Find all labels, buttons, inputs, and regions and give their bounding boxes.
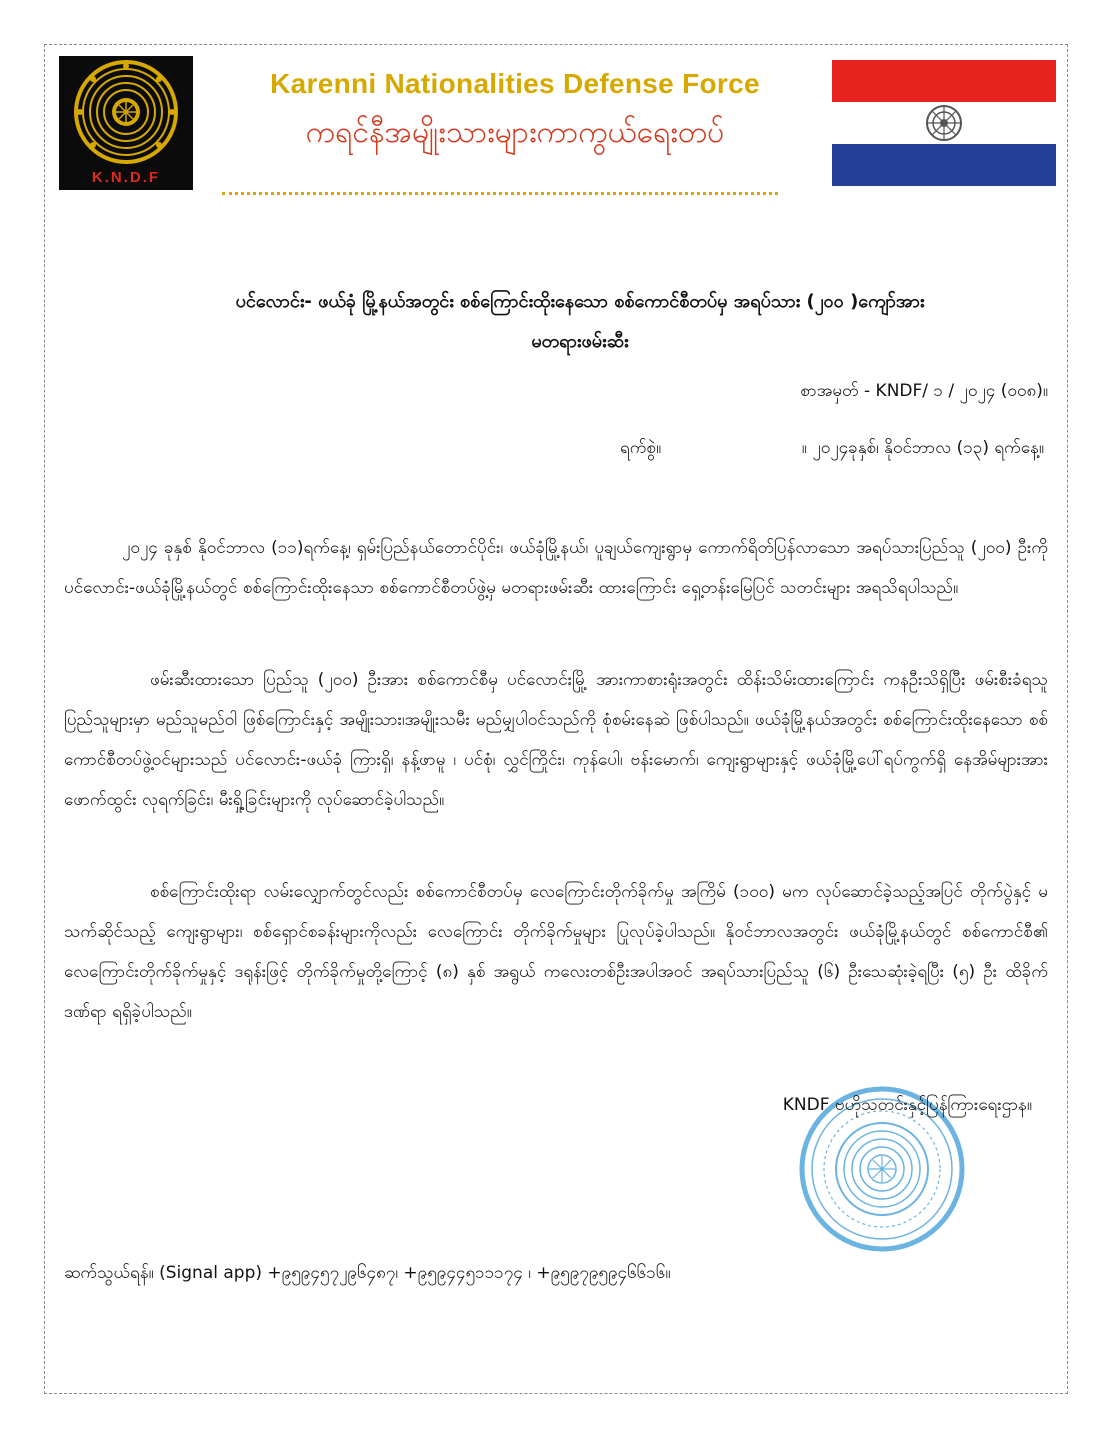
title-line-1: ပင်လောင်း- ဖယ်ခုံ မြို့နယ်အတွင်း စစ်ကြောင်းထိုးနေသော စစ်ကောင်စီတပ်မှ အရပ်သား (၂၀၀ )ကျော်အား	[235, 291, 925, 312]
flag-blue-band	[832, 144, 1056, 186]
karenni-flag-icon	[832, 60, 1056, 186]
header-divider	[222, 192, 778, 195]
paragraph-2: ဖမ်းဆီးထားသော ပြည်သူ (၂၀၀) ဦးအား စစ်ကောင်စီမှ ပင်လောင်းမြို့ အားကာစားရုံးအတွင်း ထိန်းသိမ်းထားကြောင်း ကနဦးသိရှိပြီး ဖမ်းစီးခံရသူ ပြည်သူများမှာ မည်သူမည်ဝါ ဖြစ်ကြောင်းနှင့် အမျိုးသား၊အမျိုးသမီး မည်မျှပါဝင်သည်ကို စုံစမ်းနေဆဲ ဖြစ်ပါသည်။ ဖယ်ခုံမြို့နယ်အတွင်း စစ်ကြောင်းထိုးနေသော စစ်ကောင်စီတပ်ဖွဲ့ဝင်များသည် ပင်လောင်း-ဖယ်ခုံ ကြားရှိ၊ နန့်ဖာမူ ၊ ပင်စုံ၊ လွှင်ကြိုင်း၊ ကုန်ပေါ၊ ဗန်းမောက်၊ ကျေးရွာများနှင့် ဖယ်ခုံမြို့ပေါ်ရပ်ကွက်ရှိ နေအိမ်များအား ဖောက်ထွင်း လုရက်ခြင်း၊ မီးရှို့ခြင်းများကို လုပ်ဆောင်ခဲ့ပါသည်။	[64, 670, 1048, 810]
gold-wheel-emblem-icon	[59, 56, 193, 166]
org-name-burmese: ကရင်နီအမျိုးသားများကာကွယ်ရေးတပ်	[305, 115, 725, 150]
paragraph-3: စစ်ကြောင်းထိုးရာ လမ်းလျှောက်တွင်လည်း စစ်ကောင်စီတပ်မှ လေကြောင်းတိုက်ခိုက်မှု အကြိမ် (၁၀၀) မက လုပ်ဆောင်ခဲ့သည့်အပြင် တိုက်ပွဲနှင့် မသက်ဆိုင်သည့် ကျေးရွာများ၊ စစ်ရှောင်စခန်းများကိုလည်း လေကြောင်း တိုက်ခိုက်မှုများ ပြုလုပ်ခဲ့ပါသည်။ နိုဝင်ဘာလအတွင်း ဖယ်ခုံမြို့နယ်တွင် စစ်ကောင်စီ၏ လေကြောင်းတိုက်ခိုက်မှုနှင့် ဒရုန်းဖြင့် တိုက်ခိုက်မှုတို့ကြောင့် (၈) နှစ် အရွယ် ကလေးတစ်ဦးအပါအဝင် အရပ်သားပြည်သူ (၆) ဦးသေဆုံးခဲ့ရပြီး (၅) ဦး ထိခိုက်ဒဏ်ရာ ရရှိခဲ့ပါသည်။	[64, 882, 1048, 1022]
flag-red-band	[832, 60, 1056, 102]
signature-office: KNDF ဗဟိုသတင်းနှင့်ပြန်ကြားရေးဌာန။	[782, 1095, 1032, 1115]
paragraph-1: ၂၀၂၄ ခုနှစ် နိုဝင်ဘာလ (၁၁)ရက်နေ့၊ ရှမ်းပြည်နယ်တောင်ပိုင်း၊ ဖယ်ခုံမြို့နယ်၊ ပူချယ်ကျေးရွာမှ ကောက်ရိတ်ပြန်လာသော အရပ်သားပြည်သူ (၂၀၀) ဦးကို ပင်လောင်း-ဖယ်ခုံမြို့နယ်တွင် စစ်ကြောင်းထိုးနေသာ စစ်ကောင်စီတပ်ဖွဲ့မှ မတရားဖမ်းဆီး ထားကြောင်း ရှေ့တန်းမြေပြင် သတင်းများ အရသိရပါသည်။	[64, 538, 1048, 598]
logo-caption: K.N.D.F	[91, 169, 161, 186]
date-label: ရက်စွဲ။	[620, 438, 662, 458]
flag-wheel-icon	[924, 103, 964, 143]
contact-line: ဆက်သွယ်ရန်။ (Signal app) +၉၅၉၄၅၇၂၉၆၄၈၇၊ +၉၅၉၄၄၅၁၁၁၇၄ ၊ +၉၅၉၇၉၅၉၄၆၆၁၆။	[64, 1263, 671, 1283]
title-line-2: မတရားဖမ်းဆီး	[531, 331, 629, 352]
statement-title	[150, 282, 1010, 362]
date-value: ။ ၂၀၂၄ခုနှစ်၊ နိုဝင်ဘာလ (၁၃) ရက်နေ့။	[801, 438, 1044, 458]
reference-number: စာအမှတ် - KNDF/ ၁ / ၂၀၂၄ (၀၀၈)။	[800, 381, 1048, 401]
org-name-english: Karenni Nationalities Defense Force	[270, 68, 760, 99]
kndf-logo	[59, 56, 193, 190]
